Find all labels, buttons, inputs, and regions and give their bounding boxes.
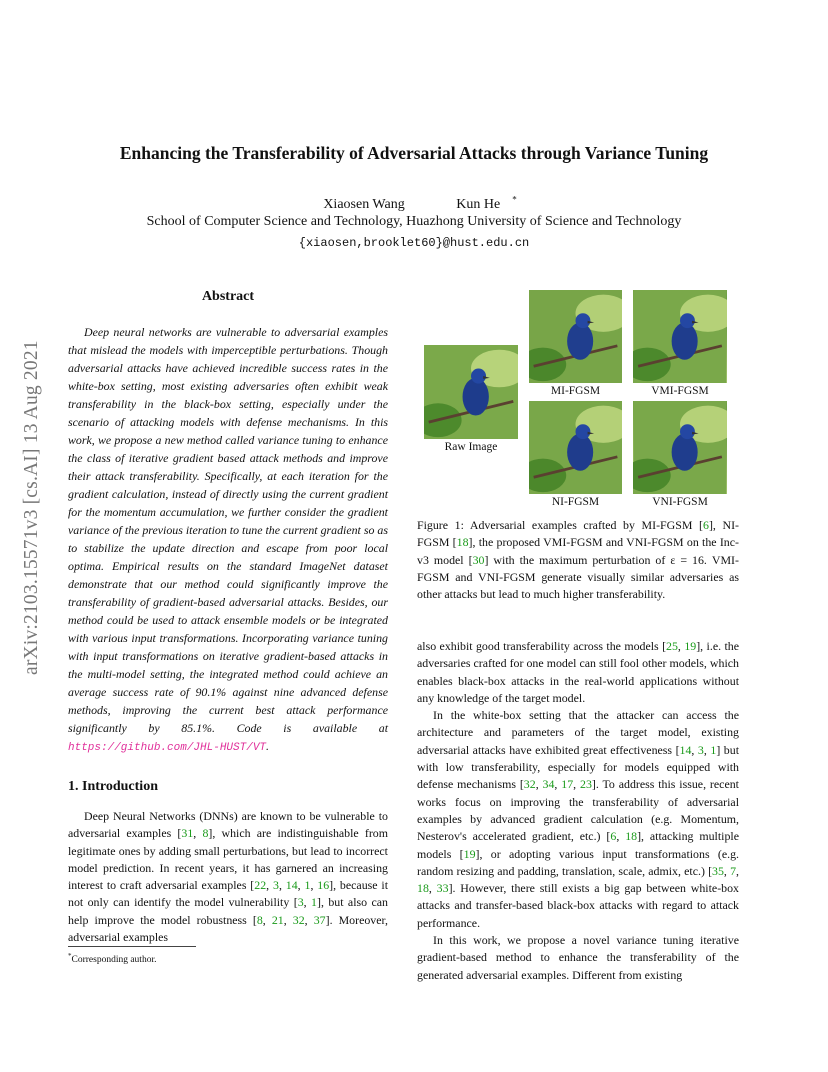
citation-link[interactable]: 14 (679, 742, 692, 757)
intro-paragraph (68, 808, 388, 946)
abstract-text: Deep neural networks are vulnerable to adversarial examples that mislead the models with imperceptible perturbations. Though adversarial attacks have achieved incredible success rates in the white-box setting, most existing adversaries often exhibit weak transferability in the black-box setting, especially under the scenario of attacking models with defense mechanisms. In this work, we propose a new method called variance tuning to enhance the class of iterative gradient based attack methods and improve their attack transferability. Specifically, at each iteration for the gradient calculation, instead of directly using the current gradient for the momentum accumulation, we further consider the gradient variance of the previous iteration to tune the current gradient so as to stabilize the update direction and escape from poor local optima. Empirical results on the standard ImageNet dataset demonstrate that our method could significantly improve the transferability of gradient-based adversarial attacks. Besides, our method could be used to attack ensemble models or be integrated with various input transformations. Incorporating variance tuning with input transformations on iterative gradient-based attacks in the multi-model setting, the integrated method could achieve an average success rate of 90.1% against nine advanced defense methods, improving the current best attack performance significantly by 85.1%. Code is available at (68, 325, 388, 735)
arxiv-sidebar-id: arXiv:2103.15571v3 [cs.AI] 13 Aug 2021 (21, 340, 42, 675)
citation-link[interactable]: 14 (285, 878, 298, 893)
code-link[interactable]: https://github.com/JHL-HUST/VT (68, 742, 267, 754)
affiliation: School of Computer Science and Technology, Huazhong University of Science and Technology (146, 214, 682, 229)
right-paragraph-3: In this work, we propose a novel variance tuning iterative gradient-based method to enhance the transferability of the generated adversarial examples. Different from existing (417, 933, 739, 982)
citation-link[interactable]: 25 (666, 639, 678, 653)
caption-text: ], NI-FGSM [ (417, 518, 739, 550)
caption-text: Figure 1: Adversarial examples crafted by MI-FGSM [ (417, 518, 703, 532)
right-col-text: also exhibit good transferability across the models [ (417, 639, 667, 653)
label-vni: VNI-FGSM (652, 496, 708, 508)
citation-link[interactable]: 30 (472, 552, 485, 567)
citation-link[interactable]: 6 (610, 829, 617, 844)
right-paragraph-1 (417, 638, 739, 707)
citation-link[interactable]: 32 (523, 777, 536, 792)
citation-link[interactable]: 16 (317, 878, 330, 893)
right-col-text: , (428, 881, 437, 896)
bird-image-vni (633, 401, 727, 494)
intro-text: ], but also can help improve the model robustness [ (68, 895, 389, 927)
citation-link[interactable]: 19 (463, 846, 476, 861)
citation-link[interactable]: 1 (710, 742, 717, 757)
citation-link[interactable]: 7 (730, 863, 737, 878)
abstract-heading: Abstract (201, 289, 255, 304)
intro-text: , (278, 878, 286, 893)
citation-link[interactable]: 32 (292, 912, 305, 927)
bird-image-mi (529, 290, 622, 383)
intro-text: , (304, 912, 314, 927)
right-col-text: , (573, 777, 580, 792)
footnote (68, 952, 156, 965)
citation-link[interactable]: 37 (313, 912, 326, 927)
right-col-text: , (554, 777, 562, 792)
abstract-body (68, 323, 388, 757)
intro-text: , (283, 912, 293, 927)
citation-link[interactable]: 35 (712, 863, 724, 878)
figure-image-mi (529, 290, 622, 383)
right-col-text: , (736, 863, 739, 878)
author-2-mark: * (512, 194, 517, 204)
citation-link[interactable]: 17 (561, 777, 574, 792)
right-col-text: ]. To address this issue, recent works focus on improving the transferability of adversarial examples by advanced gradient calculation (e.g. Momentum, Nesterov's accelerated gradient, etc.) [ (417, 777, 739, 844)
figure-image-raw (424, 345, 518, 439)
footnote-text: Corresponding author. (71, 955, 157, 966)
author-1 (311, 197, 416, 212)
caption-text: ], the proposed VMI-FGSM and VNI-FGSM on the Inc-v3 model [ (417, 535, 739, 567)
citation-link[interactable]: 18 (625, 829, 638, 844)
right-col-text: ] but with low transferability, especially for models equipped with defense mechanisms [ (417, 742, 739, 792)
citation-link[interactable]: 33 (436, 881, 449, 896)
intro-heading: 1. Introduction (68, 779, 158, 794)
bird-image-ni (529, 401, 622, 494)
intro-text: , (310, 878, 318, 893)
citation-link[interactable]: 18 (456, 535, 469, 550)
right-col-text: , (677, 639, 685, 653)
paper-title: Enhancing the Transferability of Adversarial Attacks through Variance Tuning (119, 143, 709, 163)
label-mi: MI-FGSM (550, 385, 601, 397)
right-paragraph-2 (417, 707, 739, 932)
label-vmi: VMI-FGSM (651, 385, 709, 397)
right-col-text: ], attacking multiple models [ (417, 829, 739, 861)
citation-link[interactable]: 6 (703, 518, 709, 532)
figure-image-ni (529, 401, 622, 494)
right-col-text: , (691, 742, 698, 757)
author-1-name: Xiaosen Wang (323, 196, 405, 212)
intro-text: , (266, 878, 273, 893)
intro-text: ], because it not only can identify the model vulnerability [ (68, 878, 389, 910)
bird-image-vmi (633, 290, 727, 383)
right-col-text: ]. However, there still exists a big gap between white-box attacks and transfer-based black-box attacks with regard to attack performance. (417, 881, 739, 930)
right-col-text: In the white-box setting that the attacker can access the architecture and parameters of the target model, existing adversarial attacks have exhibited great effectiveness [ (417, 708, 739, 757)
footnote-mark: * (68, 952, 72, 960)
author-email: {xiaosen,brooklet60}@hust.edu.cn (298, 236, 530, 250)
intro-text: , (297, 878, 305, 893)
citation-link[interactable]: 3 (697, 742, 704, 757)
label-raw: Raw Image (444, 441, 498, 453)
citation-link[interactable]: 19 (684, 639, 697, 653)
right-column-text (417, 638, 739, 984)
citation-link[interactable]: 3 (272, 878, 279, 893)
footnote-rule (68, 946, 196, 947)
author-2 (444, 194, 517, 212)
figure-image-vmi (633, 290, 727, 383)
abstract-end: . (266, 739, 270, 753)
citation-link[interactable]: 31 (181, 826, 194, 841)
citation-link[interactable]: 8 (256, 912, 263, 927)
citation-link[interactable]: 21 (271, 912, 284, 927)
right-col-text: , (535, 777, 543, 792)
right-col-text: , (703, 742, 711, 757)
citation-link[interactable]: 23 (580, 777, 592, 792)
label-ni: NI-FGSM (551, 496, 600, 508)
intro-text: ]. Moreover, adversarial examples (68, 912, 388, 945)
citation-link[interactable]: 3 (297, 895, 304, 910)
citation-link[interactable]: 22 (254, 878, 267, 893)
intro-text: Deep Neural Networks (DNNs) are known to be vulnerable to adversarial examples [ (68, 809, 388, 841)
author-list (0, 194, 828, 213)
intro-text: , (262, 912, 272, 927)
citation-link[interactable]: 1 (311, 895, 317, 910)
intro-text: , (193, 826, 203, 841)
figure-caption (417, 517, 739, 603)
right-col-text: , (723, 863, 731, 878)
author-2-name: Kun He (456, 196, 501, 212)
intro-text: , (303, 895, 312, 910)
right-col-text: ], or adopting various input transformations (e.g. random resizing and padding, translation, scale, admix, etc.) [ (417, 846, 740, 878)
intro-text: ], which are indistinguishable from legitimate ones by adding small perturbations, but lead to incorrect model prediction. In recent years, it has garnered an increasing interest to craft adversarial examples [ (68, 826, 388, 893)
right-col-text: ], i.e. the adversaries crafted for one model can still fool other models, which enables black-box attacks in the real-world applications without any knowledge of the target model. (417, 639, 739, 705)
right-col-text: , (616, 829, 626, 844)
bird-image-raw (424, 345, 518, 439)
citation-link[interactable]: 8 (202, 826, 209, 841)
citation-link[interactable]: 1 (304, 878, 311, 893)
figure-image-vni (633, 401, 727, 494)
caption-text: ] with the maximum perturbation of ε = 16. VMI-FGSM and VNI-FGSM generate visually similar adversaries as other attacks but lead to much higher transferability. (417, 552, 739, 602)
citation-link[interactable]: 34 (542, 777, 555, 792)
citation-link[interactable]: 18 (417, 881, 429, 896)
